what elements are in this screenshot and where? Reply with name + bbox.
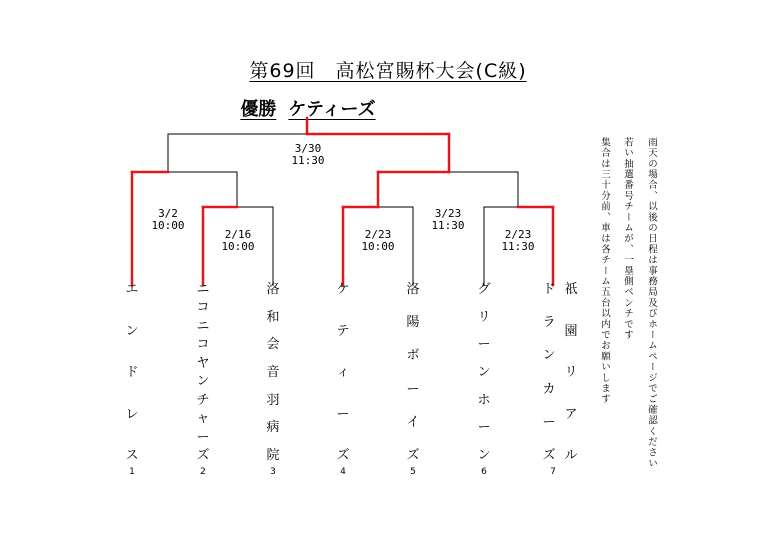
team-name-char: 羽 [266, 392, 280, 408]
team-name-char: ズ [406, 447, 420, 463]
team-6-name [472, 283, 496, 463]
team-name-char: ン [477, 447, 491, 463]
match-left-r1-date: 2/16 10:00 [221, 228, 255, 253]
team-5-name [401, 283, 425, 463]
team-name-char: ニ [196, 318, 210, 334]
team-name-char: ズ [336, 448, 350, 463]
team-name-char: 祇 [564, 282, 578, 297]
winner-path [132, 118, 553, 285]
team-name-char: 院 [266, 447, 280, 463]
team-name-char: 音 [266, 364, 280, 380]
team-7-col-right [562, 283, 580, 463]
team-name-char: ズ [542, 447, 556, 463]
team-1-name [120, 283, 144, 463]
team-name-char: ー [477, 337, 491, 353]
team-name-char: ン [196, 374, 210, 390]
team-name-char: チ [196, 392, 210, 408]
match-final-date: 3/30 11:30 [291, 142, 325, 167]
team-name-char: 洛 [406, 282, 420, 297]
team-name-char: ー [406, 381, 420, 397]
team-name-char: 和 [266, 309, 280, 325]
team-name-char: カ [542, 381, 556, 397]
team-7-name [540, 283, 580, 463]
match-left-semi-date: 3/2 10:00 [151, 207, 185, 232]
team-name-char: ニ [196, 282, 210, 297]
team-name-char: イ [406, 414, 420, 430]
team-1-seed: 1 [129, 467, 135, 477]
team-4-seed: 4 [340, 467, 346, 477]
team-name-char: テ [336, 323, 350, 339]
team-name-char: ー [477, 420, 491, 436]
team-name-char: ヤ [196, 355, 210, 371]
team-name-char: ー [542, 414, 556, 430]
team-name-char: レ [125, 406, 139, 422]
team-7-col-left [540, 283, 558, 463]
team-name-char: 園 [564, 323, 578, 339]
team-name-char: ィ [336, 365, 350, 380]
team-name-char: ス [125, 448, 139, 463]
team-name-char: リ [477, 309, 491, 325]
team-3-name [261, 283, 285, 463]
team-2-seed: 2 [200, 467, 206, 477]
team-6-seed: 6 [481, 467, 487, 477]
team-name-char: 陽 [406, 315, 420, 331]
team-name-char: ン [477, 364, 491, 380]
champion-team: ケティーズ [288, 99, 376, 120]
match-right-r1a-date: 2/23 10:00 [361, 228, 395, 253]
team-name-char: ル [564, 448, 578, 463]
match-right-r1b-date: 2/23 11:30 [501, 228, 535, 253]
tournament-title: 第69回 高松宮賜杯大会(C級) [249, 60, 527, 82]
team-name-char: ン [542, 348, 556, 364]
team-name-char: ラ [542, 315, 556, 331]
team-7-seed: 7 [550, 467, 556, 477]
team-name-char: リ [564, 365, 578, 380]
team-3-seed: 3 [270, 467, 276, 477]
team-name-char: ホ [477, 392, 491, 408]
team-name-char: 会 [266, 337, 280, 353]
team-4-name [331, 283, 355, 463]
team-name-char: ア [564, 406, 578, 422]
team-name-char: エ [125, 282, 139, 297]
team-name-char: グ [477, 282, 491, 297]
note-rain: 雨天の場合、以後の日程は事務局及びホームページでご確認ください [646, 137, 657, 469]
team-name-char: ー [196, 429, 210, 445]
match-right-semi-date: 3/23 11:30 [431, 207, 465, 232]
note-gathering: 集合は三十分前、車は各チーム五台以内でお願いします [599, 137, 610, 405]
team-name-char: 洛 [266, 282, 280, 297]
team-5-seed: 5 [410, 467, 416, 477]
team-name-char: ャ [196, 411, 210, 427]
team-name-char: ズ [196, 447, 210, 463]
team-name-char: ケ [336, 282, 350, 297]
team-name-char: ン [125, 323, 139, 339]
team-2-name [191, 283, 215, 463]
note-bench: 若い抽選番号チームが、一塁側ベンチです [622, 137, 633, 341]
team-name-char: ド [542, 282, 556, 297]
team-name-char: 病 [266, 420, 280, 436]
team-name-char: ド [125, 365, 139, 380]
team-name-char: ボ [406, 348, 420, 364]
champion-label: 優勝 [240, 99, 277, 120]
team-name-char: コ [196, 300, 210, 316]
team-name-char: ー [336, 406, 350, 422]
team-name-char: コ [196, 337, 210, 353]
